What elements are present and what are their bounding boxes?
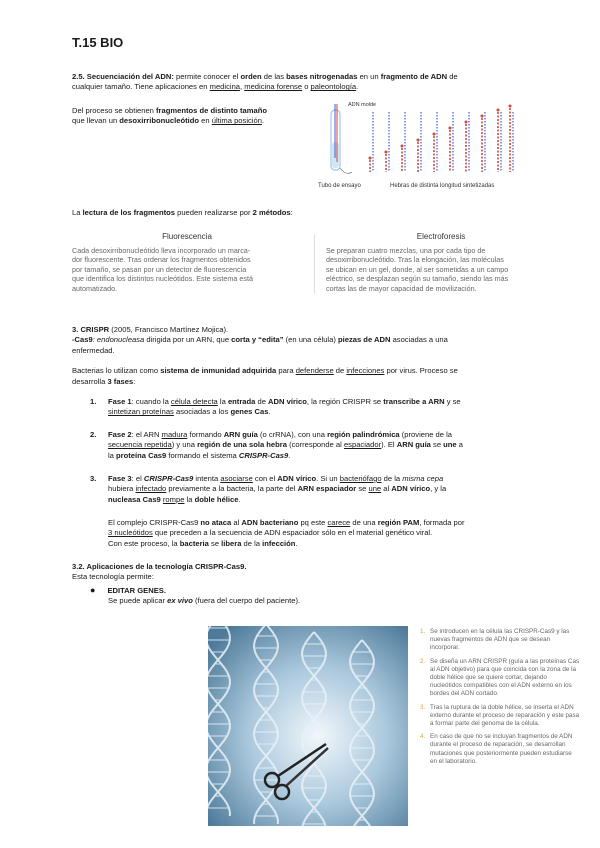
sequencing-figure [318,102,516,196]
section-crispr: 3. CRISPR (2005, Francisco Martínez Mojica). -Cas9: endonucleasa dirigida por un ARN, que corta y “edita” (en una célula) piezas de ADN asociadas a una enfermedad. Bacterias lo utilizan como sistema de inmunidad adquirida para defenderse de infecciones por virus. Proceso se desarrolla 3 fases: [72,325,458,386]
s25-line-1: 2.5. Secuenciación del ADN: permite conocer el orden de las bases nitrogenadas en un fragmento de ADN de [72,72,458,81]
method-electrophoresis [326,232,556,293]
crispr-complex-note: El complejo CRISPR-Cas9 no ataca al ADN bacteriano pq este carece de una región PAM, formada por 3 nucleótidos que preceden a la secuencia de ADN espaciador sólo en el material genético viral. Con este proceso, la bacteria se libera de la infección. [108,518,465,548]
fluorescence-line: que identifica los distintos nucleótidos. Este sistema está [72,274,253,284]
column-divider [314,234,315,294]
label-tubo: Tubo de ensayo [318,183,361,189]
fluorescence-line: dor fluorescente. Tras ordenar los fragmentos obtenidos [72,255,251,265]
electrophoresis-line: eléctrico, se desplazan según su tamaño, siendo las más [326,274,509,284]
fluorescence-title: Fluorescencia [162,232,212,241]
step-item: 2. Se diseña un ARN CRISPR (guía a las proteínas Cas al ADN objetivo) para que coincida con la zona de la doble hélice que se quiere cortar, dejando nucleótidos compatibles con el ADN externo en los bordes del ADN cortado. [420,657,580,698]
phase-1: 1. Fase 1: cuando la célula detecta la entrada de ADN vírico, la región CRISPR se transcribe a ARN y se sintetizan proteínas asociadas a los genes Cas. [90,397,461,417]
crispr-dna-photo [208,626,408,826]
section-2-5 [72,72,542,93]
fluorescence-text [72,246,302,293]
fluorescence-line: por tamaño, se pasan por un detector de fluorescencia [72,264,247,274]
electrophoresis-text [326,246,556,293]
electrophoresis-line: desoxirribonucleótido. Tras la elongación, las moléculas [326,255,504,265]
electrophoresis-line: cortas las de mayor capacidad de movilización. [326,283,477,293]
apps-bullet: ● EDITAR GENES. Se puede aplicar ex vivo (fuera del cuerpo del paciente). [90,585,301,606]
fluorescence-line: Cada desoxirribonucleótido lleva incorporado un marca- [72,246,251,255]
fragments-paragraph: Del proceso se obtienen fragmentos de distinto tamaño que llevan un desoxirribonucleótido en última posición. [72,106,267,126]
label-adn-molde: ADN molde [348,102,377,108]
test-tube-icon [331,104,340,170]
electrophoresis-line: se ubican en un gel, donde, al ser sometidas a un campo [326,264,509,274]
lectura-line: La lectura de los fragmentos pueden realizarse por 2 métodos: [72,208,293,217]
page-title: T.15 BIO [72,35,124,50]
sequencing-diagram [328,102,516,196]
method-fluorescence [72,232,302,293]
s25-line-2: cualquier tamaño. Tiene aplicaciones en medicina, medicina forense o paleontología. [72,82,359,92]
label-hebras: Hebras de distinta longitud sintetizadas [390,183,495,189]
editing-steps-list [420,628,580,771]
dna-scissors-illustration [208,626,408,826]
electrophoresis-title: Electroforesis [416,232,466,241]
step-item: 1. Se introducen en la célula las CRISPR-Cas9 y las nuevas fragmentos de ADN que se desean incorporar. [420,628,570,652]
step-item: 4. En caso de que no se incluyan fragmentos de ADN durante el proceso de reparación, se desarrollan mutaciones que posteriormente pueden estudiarse en el laboratorio. [420,733,573,765]
fluorescence-line: automatizado. [72,283,118,293]
electrophoresis-line: Se preparan cuatro mezclas, una por cada tipo de [326,246,486,255]
step-item: 3. Tras la ruptura de la doble hélice, se inserta el ADN externo durante el proceso de reparación y este pasa a formar parte del genoma de la célula. [420,703,580,728]
phase-3: 3. Fase 3: el CRISPR-Cas9 intenta asociarse con el ADN vírico. Si un bacteriófago de la misma cepa hubiera infectado previamente a la bacteria, la parte del ARN espaciador se une al ADN vírico, y la nucleasa Cas9 rompe la doble hélice. [90,474,447,504]
phase-2: 2. Fase 2: el ARN madura formando ARN guía (o crRNA), con una región palindrómica (proviene de la secuencia repetida) y una región de una sola hebra (corresponde al espaciador). El ARN guía se une a la proteína Cas9 formando el sistema CRISPR-Cas9. [90,430,464,460]
section-3-2: 3.2. Aplicaciones de la tecnología CRISPR-Cas9. Esta tecnología permite: [72,562,247,582]
bullet-icon: ● [90,585,96,595]
